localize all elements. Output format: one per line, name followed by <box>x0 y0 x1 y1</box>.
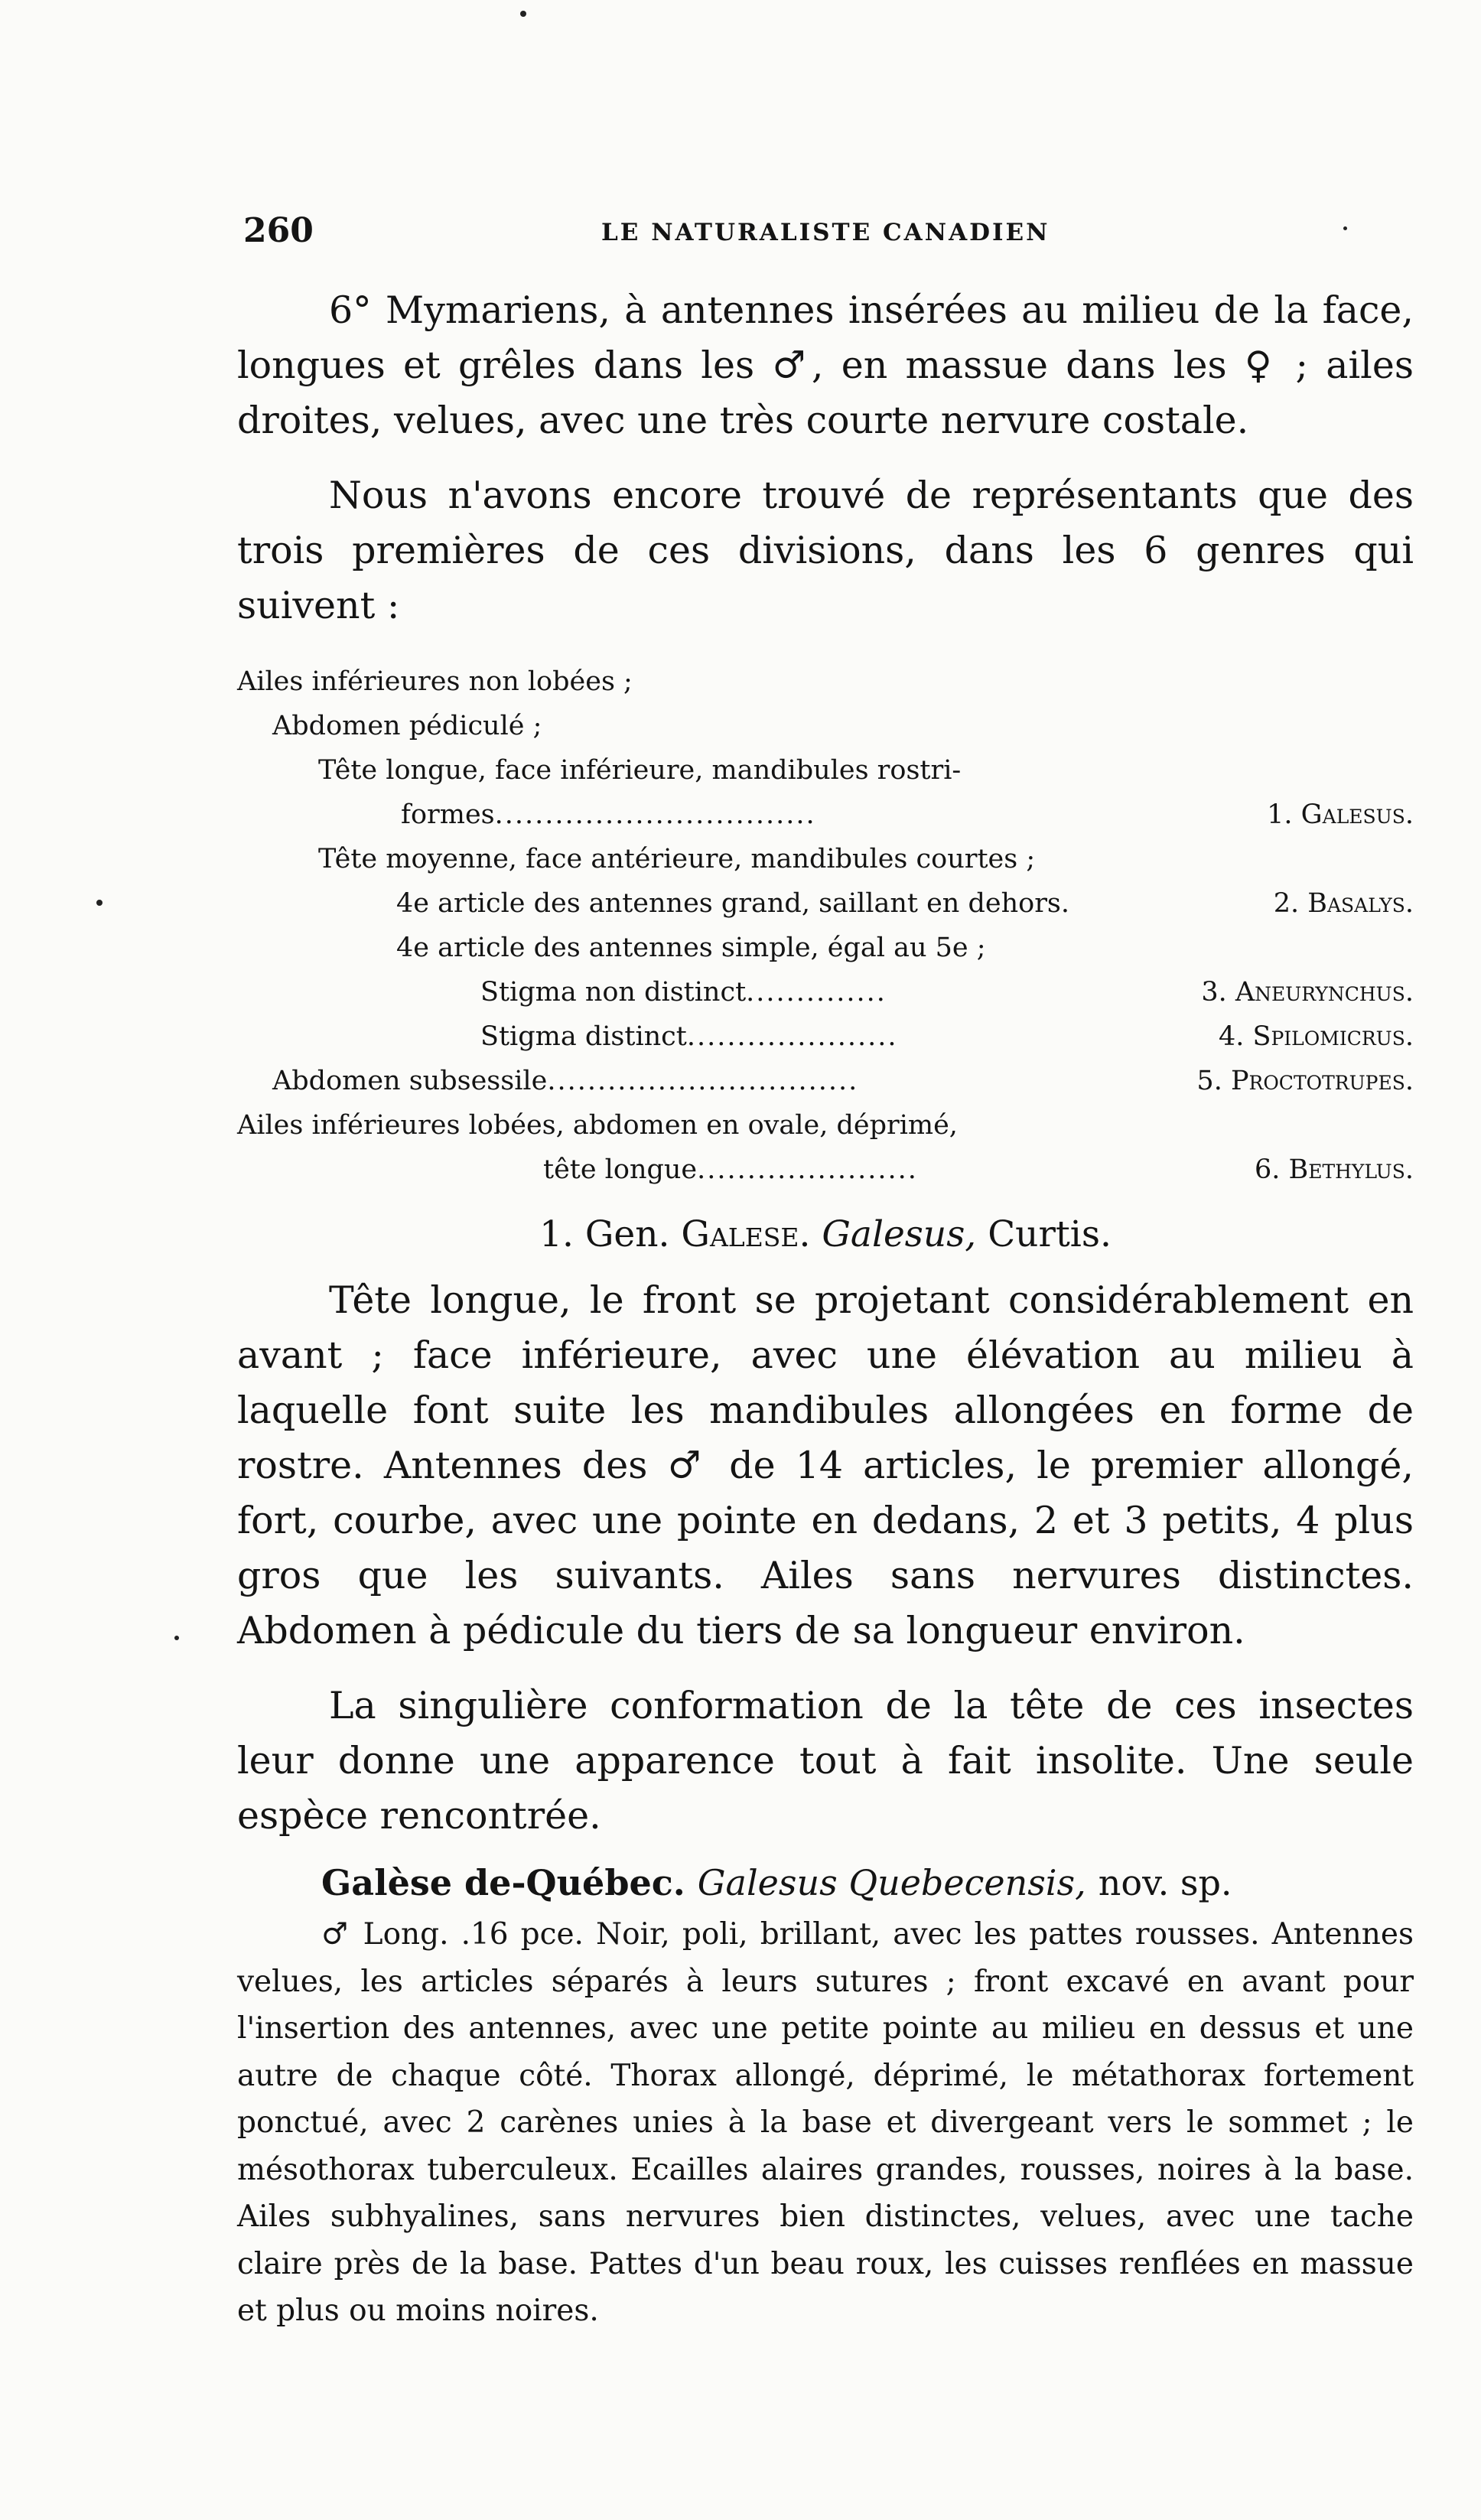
key-line <box>237 881 1414 926</box>
genus-latin: Galesus, <box>822 1213 977 1255</box>
key-leader: ..................... <box>686 1021 898 1052</box>
key-line: Tête moyenne, face antérieure, mandibules courtes ; <box>318 844 1036 874</box>
key-leader: .............. <box>746 977 887 1008</box>
key-line: Tête longue, face inférieure, mandibules rostri- <box>318 755 962 786</box>
key-line: Abdomen pédiculé ; <box>272 711 542 741</box>
species-description: ♂ Long. .16 pce. Noir, poli, brillant, avec les pattes rousses. Antennes velues, les articles séparés à leurs sutures ; front excavé en avant pour l'insertion des antennes, avec une petite pointe au milieu en dessus et une autre de chaque côté. Thorax allongé, déprimé, le métathorax fortement ponctué, avec 2 carènes unies à la base et divergeant vers le sommet ; le mésothorax tuberculeux. Ecailles alaires grandes, rousses, noires à la base. Ailes subhyalines, sans nervures bien distinctes, velues, avec une tache claire près de la base. Pattes d'un beau roux, les cuisses renflées en massue et plus ou moins noires. <box>237 1917 1414 2328</box>
description-paragraph: Tête longue, le front se projetant considérablement en avant ; face inférieure, avec une élévation au milieu à laquelle font suite les mandibules allongées en forme de rostre. Antennes des ♂ de 14 articles, le premier allongé, fort, courbe, avec une pointe en dedans, 2 et 3 petits, 4 plus gros que les suivants. Ailes sans nervures distinctes. Abdomen à pédicule du tiers de sa longueur environ. <box>237 1278 1414 1652</box>
key-text: formes <box>401 799 495 830</box>
key-genus: 2. Basalys. <box>1273 888 1414 919</box>
key-line <box>237 1014 1414 1059</box>
key-genus: 6. Bethylus. <box>1254 1154 1414 1185</box>
intro-paragraph: Nous n'avons encore trouvé de représentants que des trois premières de ces divisions, dans les 6 genres qui suivent : <box>237 474 1414 627</box>
page-body <box>237 283 1414 2335</box>
species-note: nov. sp. <box>1098 1862 1232 1903</box>
running-header <box>243 211 1429 257</box>
key-line <box>237 1148 1414 1192</box>
key-line: Ailes inférieures lobées, abdomen en ovale, déprimé, <box>237 1110 958 1141</box>
key-leader: ............................... <box>547 1066 859 1096</box>
ink-speck <box>174 1636 179 1640</box>
key-line: Ailes inférieures non lobées ; <box>237 666 633 697</box>
key-line: 4e article des antennes simple, égal au 5e ; <box>396 933 986 963</box>
ink-speck <box>96 900 103 906</box>
key-genus: 5. Proctotrupes. <box>1196 1066 1414 1096</box>
key-line <box>237 970 1414 1014</box>
key-text: 4e article des antennes grand, saillant en dehors. <box>396 888 1070 919</box>
running-title: LE NATURALISTE CANADIEN <box>601 219 1050 246</box>
key-text: Stigma distinct <box>480 1021 687 1052</box>
species-latin-name: Galesus Quebecensis, <box>697 1862 1086 1903</box>
genus-heading <box>237 1207 1414 1262</box>
genus-number: 1. Gen. <box>539 1213 670 1255</box>
species-heading <box>321 1857 1414 1908</box>
genus-name: Galese. <box>681 1213 811 1255</box>
key-genus: 3. Aneurynchus. <box>1201 977 1414 1008</box>
key-text: Stigma non distinct <box>480 977 747 1008</box>
genus-key <box>237 659 1414 1192</box>
key-line <box>237 793 1414 837</box>
genus-author: Curtis. <box>988 1213 1112 1255</box>
intro-paragraph: 6° Mymariens, à antennes insérées au milieu de la face, longues et grêles dans les ♂, en massue dans les ♀ ; ailes droites, velues, avec une très courte nervure costale. <box>237 288 1414 442</box>
species-common-name: Galèse de-Québec. <box>321 1862 685 1903</box>
key-leader: ................................ <box>494 799 816 830</box>
key-text: Abdomen subsessile <box>272 1066 548 1096</box>
key-text: tête longue <box>543 1154 698 1185</box>
key-leader: ...................... <box>697 1154 918 1185</box>
ink-speck <box>520 11 526 17</box>
key-genus: 4. Spilomicrus. <box>1218 1021 1414 1052</box>
description-paragraph: La singulière conformation de la tête de ces insectes leur donne une apparence tout à fait insolite. Une seule espèce rencontrée. <box>237 1684 1414 1838</box>
page-number: 260 <box>243 211 314 250</box>
key-line <box>237 1059 1414 1103</box>
key-genus: 1. Galesus. <box>1267 799 1414 830</box>
